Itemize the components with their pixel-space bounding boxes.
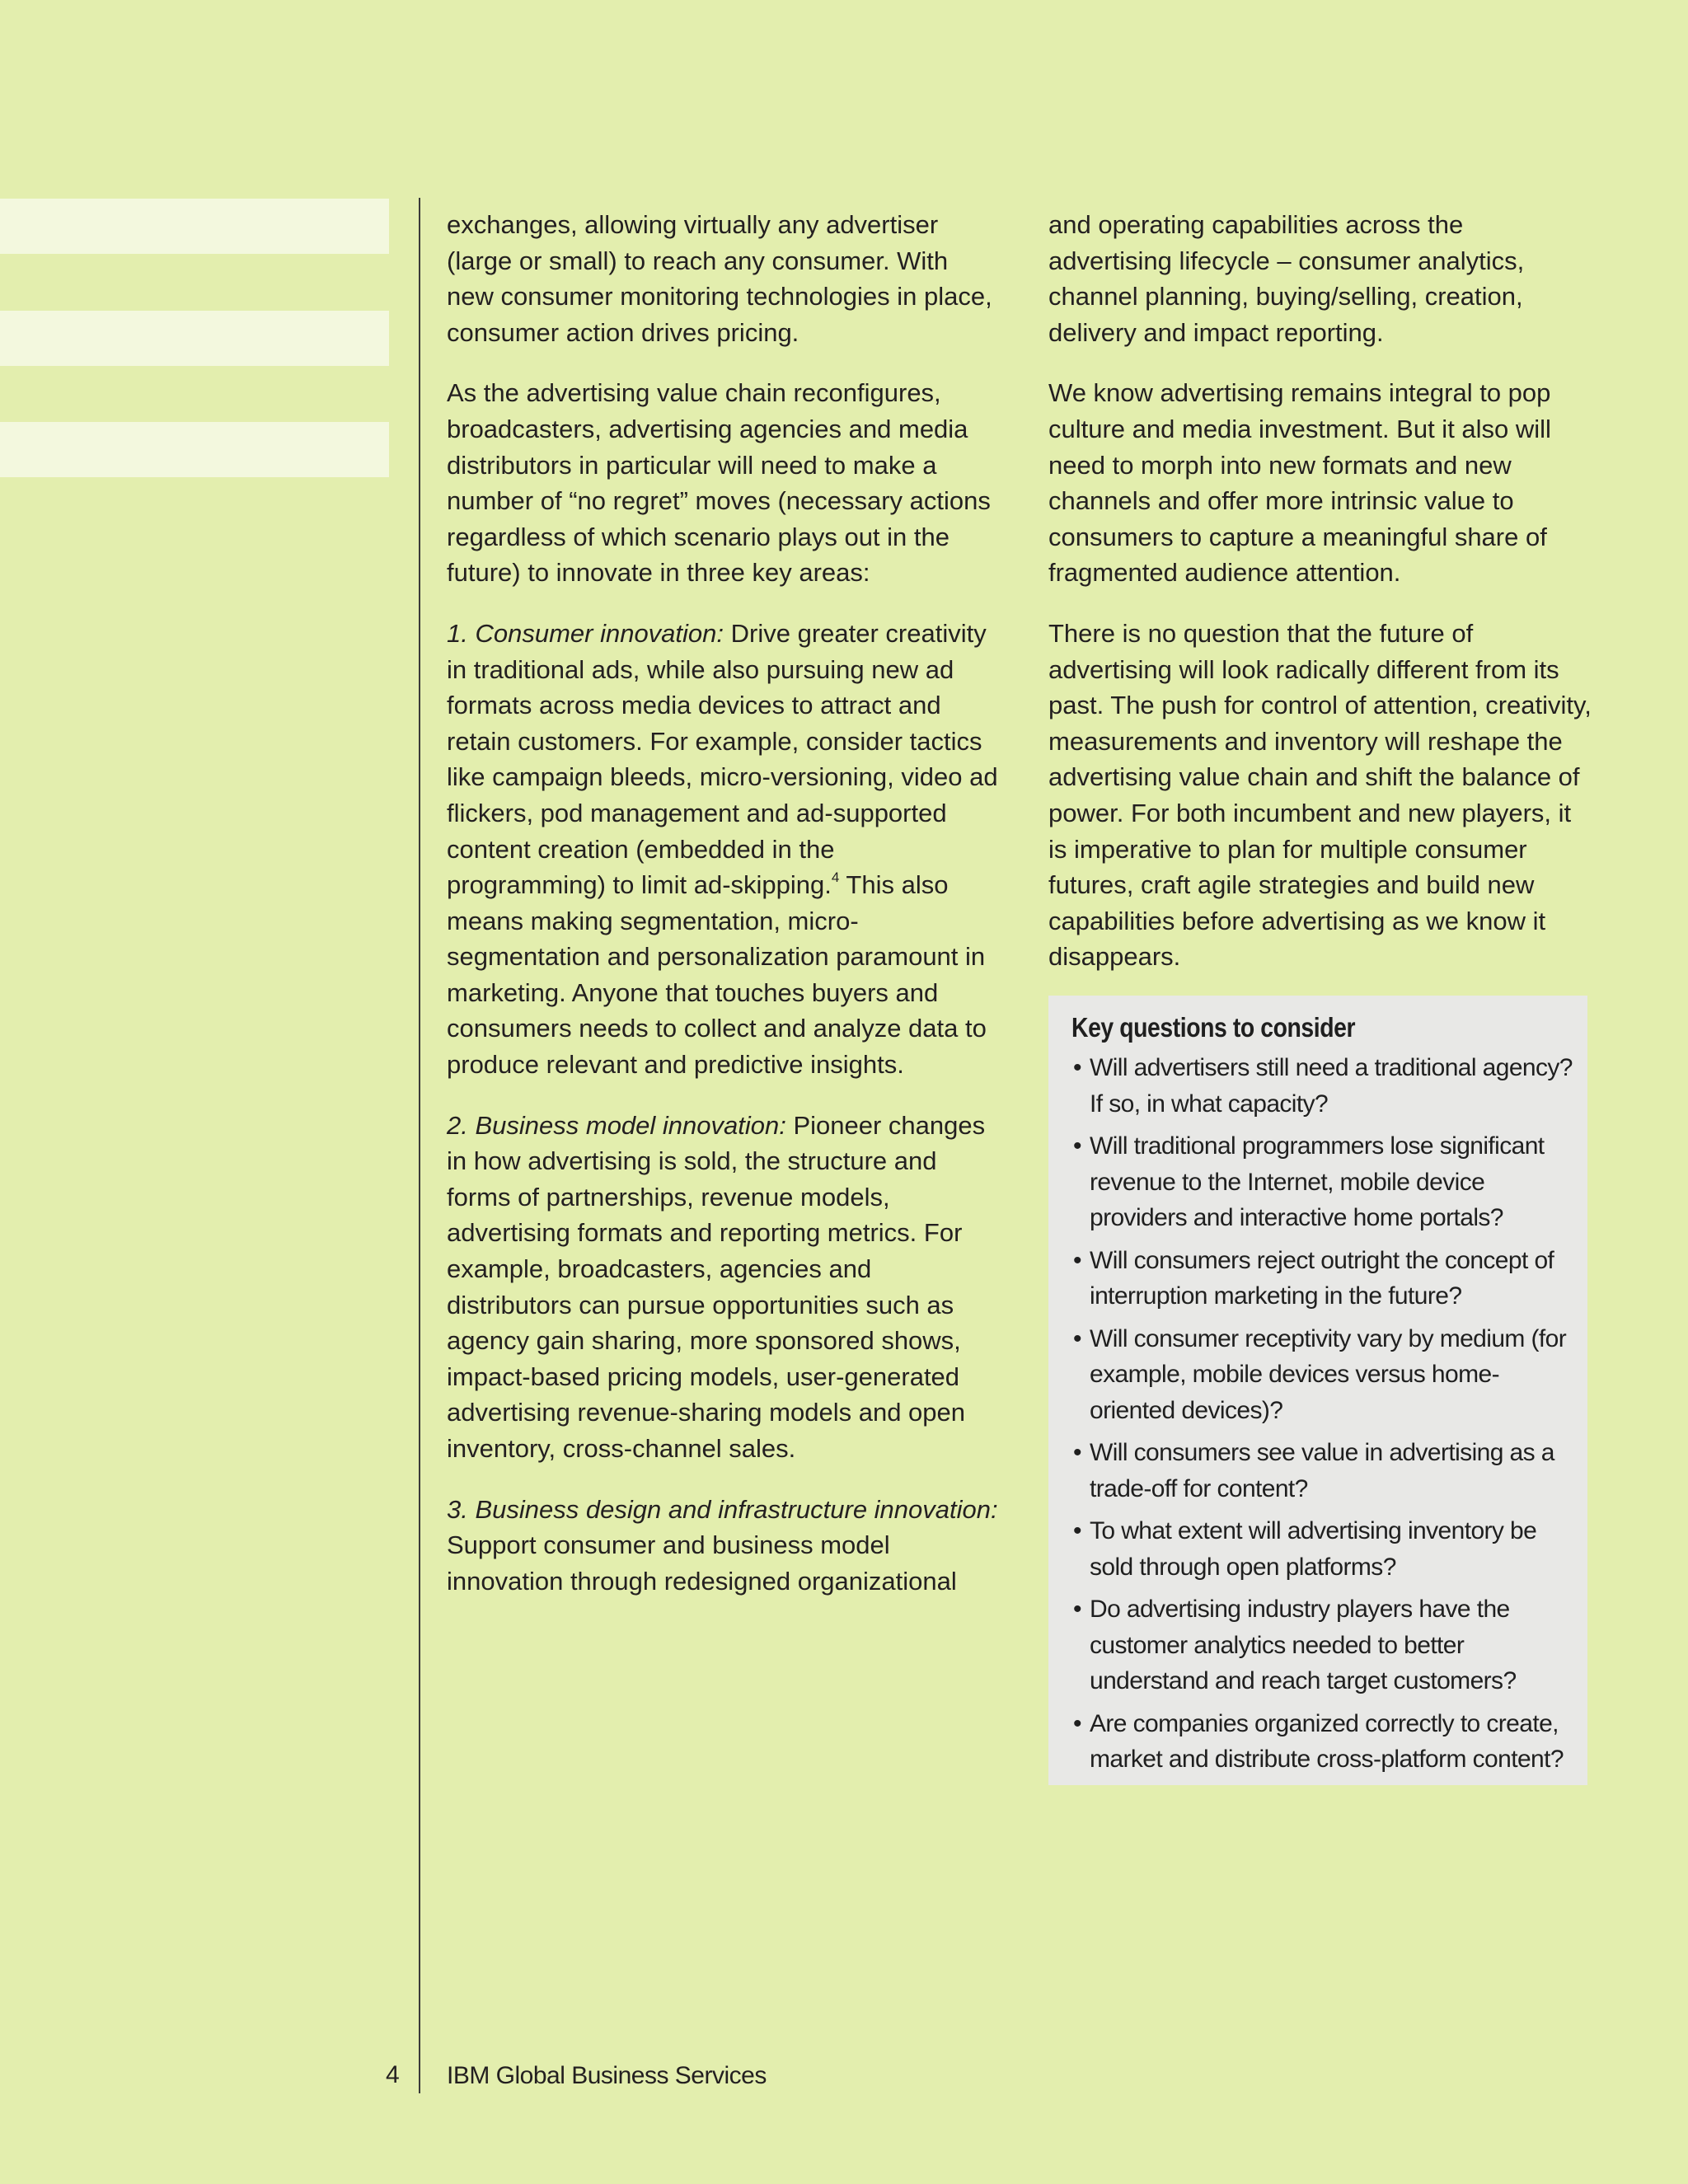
key-question-item: • Are companies organized correctly to create, market and distribute cross-platform content?: [1073, 1706, 1576, 1778]
decorative-bar-3: [0, 422, 389, 477]
right-paragraph-1: and operating capabilities across the advertising lifecycle – consumer analytics, channel planning, buying/selling, creation, delivery and impact reporting.: [1048, 210, 1525, 347]
page-number: 4: [386, 2061, 400, 2088]
left-paragraph-5: [447, 1492, 999, 1600]
key-question-item: • Will advertisers still need a traditional agency? If so, in what capacity?: [1073, 1050, 1576, 1122]
left-paragraph-4: [447, 1108, 999, 1467]
right-paragraph-3: There is no question that the future of advertising will look radically different from its past. The push for control of attention, creativity, measurements and inventory will reshape the advertising value chain and shift the balance of power. For both incumbent and new players, it is imperative to plan for multiple consumer futures, craft agile strategies and build new capabilities before advertising as we know it disappears.: [1048, 618, 1592, 972]
consumer-innovation-text-a: Drive greater creativity in traditional ads, while also pursuing new ad formats across media devices to attract and retain customers. For example, consider tactics like campaign bleeds, micro-versioning, video ad flickers, pod management and ad-supported content creation (embedded in the programming) to limit ad-skipping.: [447, 618, 998, 900]
key-question-item: • Will traditional programmers lose significant revenue to the Internet, mobile device providers and interactive home portals?: [1073, 1128, 1576, 1236]
key-questions-list: [1073, 1050, 1576, 1784]
decorative-bar-1: [0, 199, 389, 254]
consumer-innovation-text-b: This also means making segmentation, micro-segmentation and personalization paramount in marketing. Anyone that touches buyers and consumers needs to collect and analyze data to produce relevant and predictive insights.: [447, 870, 987, 1080]
footer-rule: [419, 2059, 420, 2092]
key-question-item: • To what extent will advertising inventory be sold through open platforms?: [1073, 1513, 1576, 1585]
left-paragraph-1: exchanges, allowing virtually any advertiser (large or small) to reach any consumer. With new consumer monitoring technologies in place, consumer action drives pricing.: [447, 210, 992, 347]
business-design-innovation-lead: 3. Business design and infrastructure innovation:: [447, 1494, 998, 1524]
key-question-item: • Will consumers reject outright the concept of interruption marketing in the future?: [1073, 1243, 1576, 1315]
business-model-innovation-lead: 2. Business model innovation:: [447, 1110, 786, 1140]
left-paragraph-2: As the advertising value chain reconfigures, broadcasters, advertising agencies and media distributors in particular will need to make a number of “no regret” moves (necessary actions regardless of which scenario plays out in the future) to innovate in three key areas:: [447, 378, 991, 588]
key-question-item: • Do advertising industry players have the customer analytics needed to better understand and reach target customers?: [1073, 1591, 1576, 1699]
left-paragraph-3: [447, 616, 999, 1083]
key-question-item: • Will consumer receptivity vary by medium (for example, mobile devices versus home-oriented devices)?: [1073, 1321, 1576, 1429]
right-paragraph-2: We know advertising remains integral to pop culture and media investment. But it also will need to morph into new formats and new channels and offer more intrinsic value to consumers to capture a meaningful share of fragmented audience attention.: [1048, 378, 1551, 588]
key-questions-title: Key questions to consider: [1071, 1012, 1356, 1043]
footnote-4: 4: [831, 869, 840, 886]
vertical-rule: [419, 198, 420, 2093]
key-questions-box: [1048, 996, 1587, 1785]
left-column: [447, 207, 999, 1624]
consumer-innovation-lead: 1. Consumer innovation:: [447, 618, 724, 648]
key-question-item: • Will consumers see value in advertising as a trade-off for content?: [1073, 1435, 1576, 1507]
business-design-innovation-text: Support consumer and business model innovation through redesigned organizational: [447, 1530, 957, 1596]
decorative-bar-2: [0, 311, 389, 366]
footer-publisher: IBM Global Business Services: [447, 2062, 767, 2089]
business-model-innovation-text: Pioneer changes in how advertising is sold, the structure and forms of partnerships, revenue models, advertising formats and reporting metrics. For example, broadcasters, agencies and distributors can pursue opportunities such as agency gain sharing, more sponsored shows, impact-based pricing models, user-generated advertising revenue-sharing models and open inventory, cross-channel sales.: [447, 1110, 986, 1463]
right-column: [1048, 207, 1592, 1000]
